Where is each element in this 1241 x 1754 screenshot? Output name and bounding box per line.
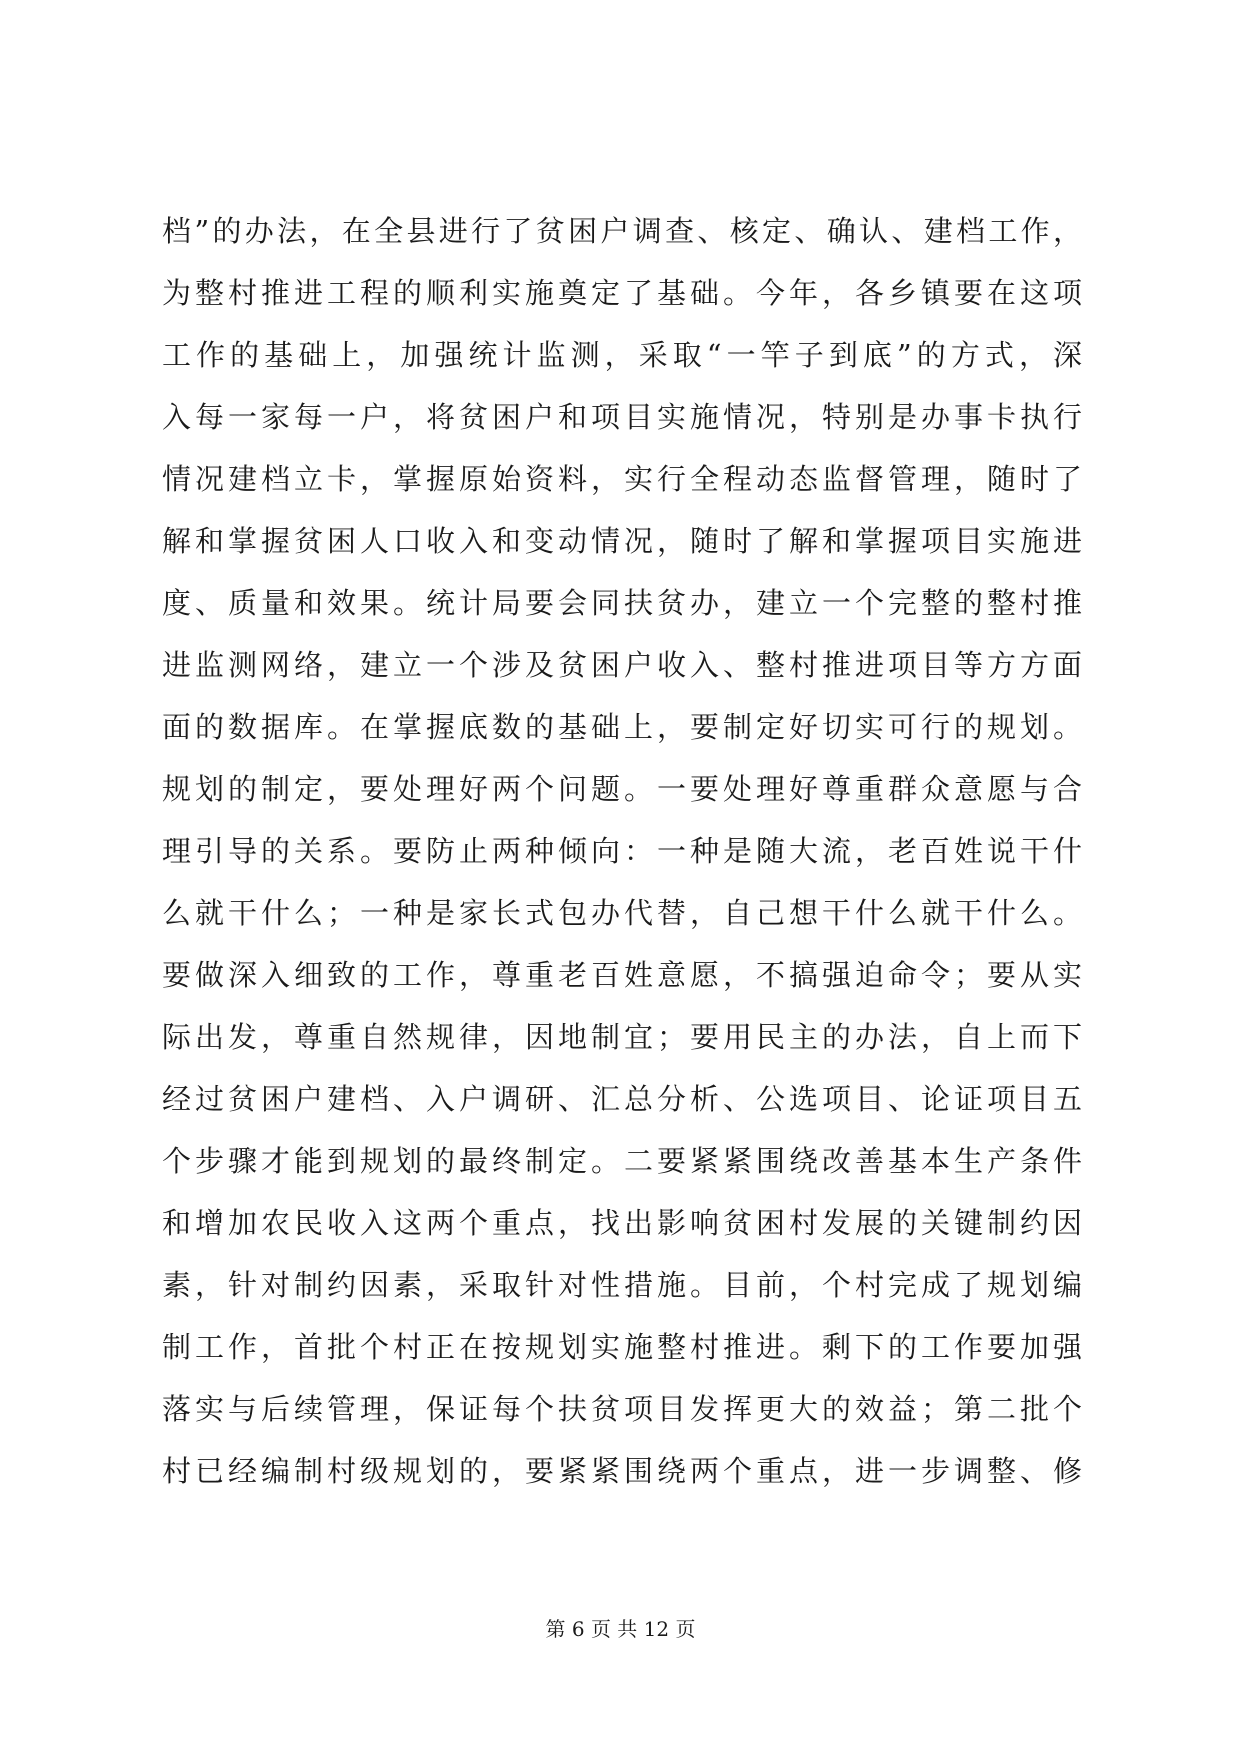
- text-line: 村已经编制村级规划的，要紧紧围绕两个重点，进一步调整、修: [162, 1454, 1082, 1488]
- page-footer: 第 6 页 共 12 页: [545, 1617, 696, 1641]
- text-line: 为整村推进工程的顺利实施奠定了基础。今年，各乡镇要在这项: [162, 276, 1082, 310]
- text-line: 面的数据库。在掌握底数的基础上，要制定好切实可行的规划。: [162, 710, 1082, 744]
- text-line: 落实与后续管理，保证每个扶贫项目发挥更大的效益；第二批个: [162, 1392, 1082, 1426]
- text-line: 么就干什么；一种是家长式包办代替，自己想干什么就干什么。: [162, 896, 1082, 930]
- text-line: 进监测网络，建立一个涉及贫困户收入、整村推进项目等方方面: [162, 648, 1082, 682]
- text-line: 工作的基础上，加强统计监测，采取“一竿子到底”的方式，深: [162, 338, 1082, 372]
- text-line: 理引导的关系。要防止两种倾向：一种是随大流，老百姓说干什: [162, 834, 1082, 868]
- text-line: 度、质量和效果。统计局要会同扶贫办，建立一个完整的整村推: [162, 586, 1082, 620]
- text-line: 和增加农民收入这两个重点，找出影响贫困村发展的关键制约因: [162, 1206, 1082, 1240]
- text-line: 档”的办法，在全县进行了贫困户调查、核定、确认、建档工作，: [162, 214, 1082, 248]
- text-line: 际出发，尊重自然规律，因地制宜；要用民主的办法，自上而下: [162, 1020, 1082, 1054]
- text-line: 要做深入细致的工作，尊重老百姓意愿，不搞强迫命令；要从实: [162, 958, 1082, 992]
- text-line: 入每一家每一户，将贫困户和项目实施情况，特别是办事卡执行: [162, 400, 1082, 434]
- text-line: 个步骤才能到规划的最终制定。二要紧紧围绕改善基本生产条件: [162, 1144, 1082, 1178]
- text-line: 解和掌握贫困人口收入和变动情况，随时了解和掌握项目实施进: [162, 524, 1082, 558]
- text-line: 素，针对制约因素，采取针对性措施。目前，个村完成了规划编: [162, 1268, 1082, 1302]
- text-line: 经过贫困户建档、入户调研、汇总分析、公选项目、论证项目五: [162, 1082, 1082, 1116]
- text-line: 制工作，首批个村正在按规划实施整村推进。剩下的工作要加强: [162, 1330, 1082, 1364]
- text-line: 情况建档立卡，掌握原始资料，实行全程动态监督管理，随时了: [162, 462, 1082, 496]
- text-line: 规划的制定，要处理好两个问题。一要处理好尊重群众意愿与合: [162, 772, 1082, 806]
- body-text: [162, 200, 1082, 1502]
